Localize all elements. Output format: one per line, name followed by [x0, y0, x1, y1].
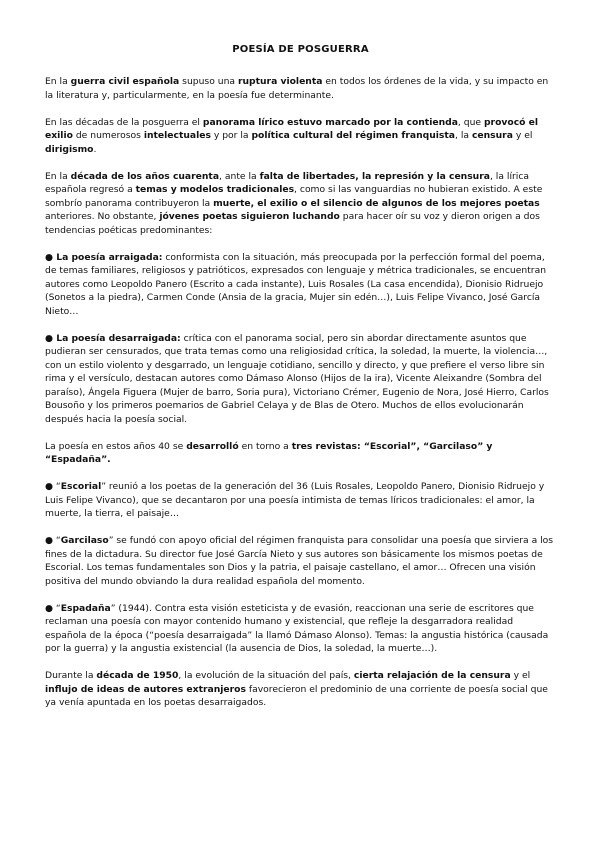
text-run: de numerosos — [72, 130, 144, 141]
text-run: , que — [457, 116, 484, 128]
paragraph — [45, 440, 556, 467]
text-run: , la evolución de la situación del país, — [178, 670, 354, 681]
text-run: favorecieron el predominio de una corriente de poesía social que ya venía apuntada en los poetas desarraigados. — [45, 683, 548, 708]
text-run: ” (1944). Contra esta visión esteticista y de evasión, reaccionan una serie de escritores que reclaman una poesía con mayor contenido humano y existencial, que refleje la desgarradora realidad española de la época (“poesía desarraigada” la llamó Dámaso Alonso). Temas: la angustia histórica (causada por la guerra) y la angustia existencial (la ausencia de Dios, la soledad, la muerte…). — [45, 602, 549, 654]
paragraph — [45, 116, 556, 157]
paragraph — [45, 332, 556, 427]
paragraph — [45, 534, 556, 588]
bold-text: Escorial — [60, 481, 102, 492]
text-run: En la — [45, 76, 71, 87]
text-run: En las décadas de la posguerra el — [45, 116, 203, 128]
bold-text: desarrolló — [186, 440, 239, 452]
text-run: En la — [45, 170, 71, 182]
text-run: en torno a — [238, 440, 292, 452]
text-run: ” se fundó con apoyo oficial del régimen franquista para consolidar una poesía que sirviera a los fines de la dictadura. Su director fue José García Nieto y sus autores son básicamente los mismos poetas de Escorial. Los temas fundamentales son Dios y la patria, el paisaje castellano, el amor… Ofrecen una visión positiva del mundo obviando la dura realidad española del momento. — [45, 535, 554, 587]
document-body — [45, 75, 556, 710]
text-run: La poesía en estos años 40 se — [45, 440, 187, 452]
bold-text: ● La poesía arraigada: — [45, 251, 163, 263]
paragraph — [45, 170, 556, 238]
paragraph — [45, 251, 556, 319]
paragraph — [45, 669, 556, 710]
text-run: y por la — [210, 130, 252, 141]
bold-text: temas y modelos tradicionales — [135, 184, 295, 195]
text-run: y el — [512, 130, 533, 141]
page-title: POESÍA DE POSGUERRA — [232, 44, 369, 55]
bold-text: panorama lírico estuvo marcado por la contienda — [202, 116, 458, 128]
bold-text: intelectuales — [143, 130, 211, 141]
bold-text: ruptura violenta — [237, 76, 323, 87]
text-run: y el — [510, 670, 531, 681]
text-run: , como si las vanguardias no hubieran existido. A este sombrío panorama contribuyeron la — [45, 184, 543, 209]
text-run: , ante la — [219, 170, 260, 182]
bold-text: tres revistas: “Escorial”, “Garcilaso” y “Espadaña”. — [45, 440, 493, 465]
text-run: anteriores. No obstante, — [45, 211, 160, 222]
bold-text: ● La poesía desarraigada: — [45, 332, 181, 344]
bold-text: dirigismo — [45, 143, 94, 155]
text-run: Durante la — [45, 670, 97, 681]
text-run: , la — [455, 130, 472, 141]
text-run: . — [93, 143, 97, 155]
text-run: ” reunió a los poetas de la generación del 36 (Luis Rosales, Leopoldo Panero, Dionisio Ridruejo y Luis Felipe Vivanco), que se decantaron por una poesía intimista de temas líricos tradicionales: el amor, la muerte, la tierra, el paisaje… — [45, 481, 545, 519]
bold-text: provocó el exilio — [45, 116, 539, 141]
text-run: ● “ — [45, 602, 61, 614]
bold-text: influjo de ideas de autores extranjeros — [45, 683, 246, 695]
bold-text: muerte, el exilio o el silencio de algunos de los mejores poetas — [213, 197, 540, 209]
bold-text: década de los años cuarenta — [70, 170, 220, 182]
paragraph — [45, 480, 556, 521]
bold-text: jóvenes poetas siguieron luchando — [159, 211, 340, 222]
text-run: supuso una — [179, 76, 238, 87]
bold-text: década de 1950 — [96, 670, 179, 681]
text-run: conformista con la situación, más preocupada por la perfección formal del poema, de temas familiares, religiosos y patrióticos, expresados con lenguaje y métrica tradicionales, se encuentran autores como Leopoldo Panero (Escrito a cada instante), Luis Rosales (La casa encendida), Dionisio Ridruejo (Sonetos a la piedra), Carmen Conde (Ansia de la gracia, Mujer sin edén…), Luis Felipe Vivanco, José García Nieto… — [45, 251, 547, 317]
text-run: , la lírica española regresó a — [45, 170, 530, 195]
bold-text: guerra civil española — [70, 76, 180, 87]
bold-text: falta de libertades, la represión y la censura — [259, 170, 490, 182]
bold-text: Garcilaso — [60, 535, 109, 546]
paragraph — [45, 602, 556, 656]
bold-text: censura — [471, 130, 513, 141]
paragraph — [45, 75, 556, 102]
text-run: ● “ — [45, 481, 61, 492]
text-run: en todos los órdenes de la vida, y su impacto en la literatura y, particularmente, en la poesía fue determinante. — [45, 76, 549, 101]
text-run: ● “ — [45, 535, 61, 546]
text-run: para hacer oír su voz y dieron origen a dos tendencias poéticas predominantes: — [45, 211, 540, 236]
bold-text: política cultural del régimen franquista — [251, 130, 455, 141]
text-run: crítica con el panorama social, pero sin abordar directamente asuntos que pudieran ser censurados, que trata temas como una religiosidad crítica, la soledad, la muerte, la violencia…, con un estilo violento y desgarrado, un lenguaje cotidiano, sencillo y directo, y que prefiere el verso libre sin rima y el versículo, destacan autores como Dámaso Alonso (Hijos de la ira), Vicente Aleixandre (Sombra del paraíso), Ángela Figuera (Mujer de barro, Soria pura), Victoriano Crémer, Eugenio de Nora, José Hierro, Carlos Bousoño y los primeros poemarios de Gabriel Celaya y de Blas de Otero. Muchos de ellos evolucionarán después hacia la poesía social. — [45, 332, 549, 425]
bold-text: cierta relajación de la censura — [353, 670, 511, 681]
bold-text: Espadaña — [60, 602, 111, 614]
